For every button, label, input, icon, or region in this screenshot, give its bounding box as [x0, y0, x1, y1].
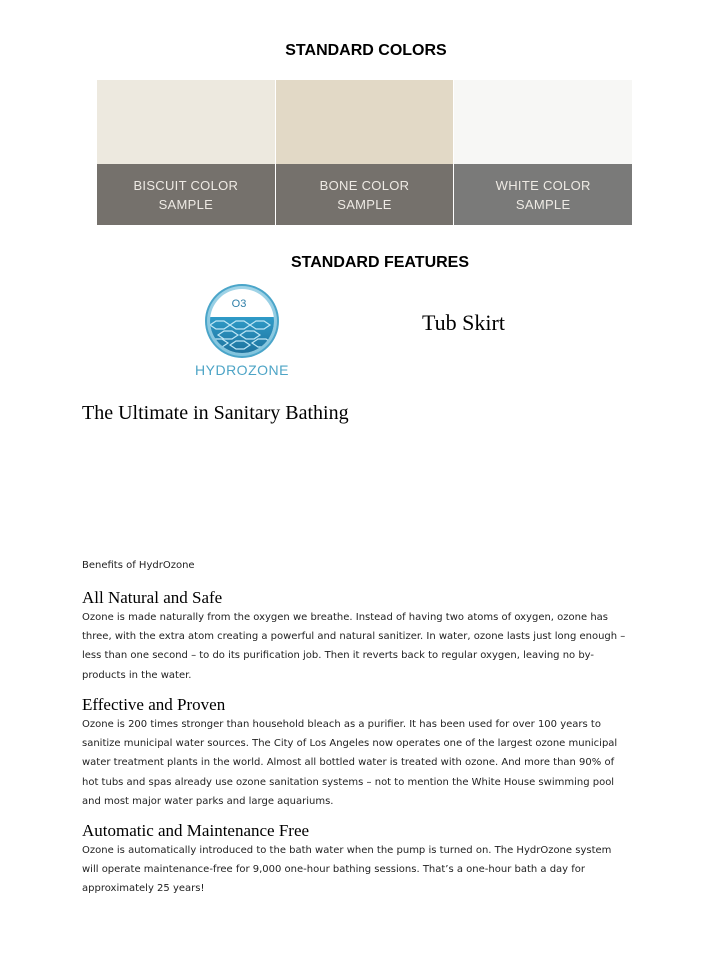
- section-effective-proven: [82, 695, 627, 811]
- section-body: Ozone is made naturally from the oxygen we breathe. Instead of having two atoms of oxygen, ozone has three, with the extra atom creating a powerful and natural sanitizer. In water, ozone lasts just long enough – less than one second – to do its purification job. Then it reverts back to regular oxygen, leaving no by-products in the water.: [82, 612, 626, 681]
- swatch-bone-fill: [276, 80, 454, 164]
- section-body: Ozone is automatically introduced to the bath water when the pump is turned on. The HydrOzone system will operate maintenance-free for 9,000 one-hour bathing sessions. That’s a one-hour bath a day for approximately 25 years!: [82, 845, 612, 895]
- swatch-bone: [276, 80, 454, 225]
- hydrozone-logo-text: HYDROZONE: [195, 362, 289, 378]
- swatch-biscuit: [97, 80, 275, 225]
- standard-features-heading: STANDARD FEATURES: [290, 254, 470, 271]
- swatch-biscuit-label: BISCUIT COLOR SAMPLE: [97, 164, 275, 225]
- swatch-white-fill: [454, 80, 632, 164]
- swatch-white-label: WHITE COLOR SAMPLE: [454, 164, 632, 225]
- section-title: Effective and Proven: [82, 695, 226, 714]
- benefits-intro: Benefits of HydrOzone: [82, 560, 195, 571]
- standard-colors-heading: STANDARD COLORS: [285, 42, 447, 59]
- color-swatches: [97, 80, 632, 225]
- section-title: Automatic and Maintenance Free: [82, 821, 310, 840]
- section-title: All Natural and Safe: [82, 588, 223, 607]
- tub-skirt-label: Tub Skirt: [422, 310, 505, 335]
- tagline: The Ultimate in Sanitary Bathing: [82, 402, 349, 424]
- section-body: Ozone is 200 times stronger than household bleach as a purifier. It has been used for over 100 years to sanitize municipal water sources. The City of Los Angeles now operates one of the largest ozone municipal water treatment plants in the world. Almost all bottled water is treated with ozone. And more than 90% of hot tubs and spas already use ozone sanitation systems – not to mention the White House swimming pool and most major water parks and large aquariums.: [82, 719, 618, 807]
- swatch-white: [454, 80, 632, 225]
- section-natural-safe: [82, 588, 627, 685]
- section-automatic-maintenance: [82, 821, 627, 899]
- swatch-bone-label: BONE COLOR SAMPLE: [276, 164, 454, 225]
- swatch-biscuit-fill: [97, 80, 275, 164]
- ozone-symbol: O3: [231, 298, 247, 310]
